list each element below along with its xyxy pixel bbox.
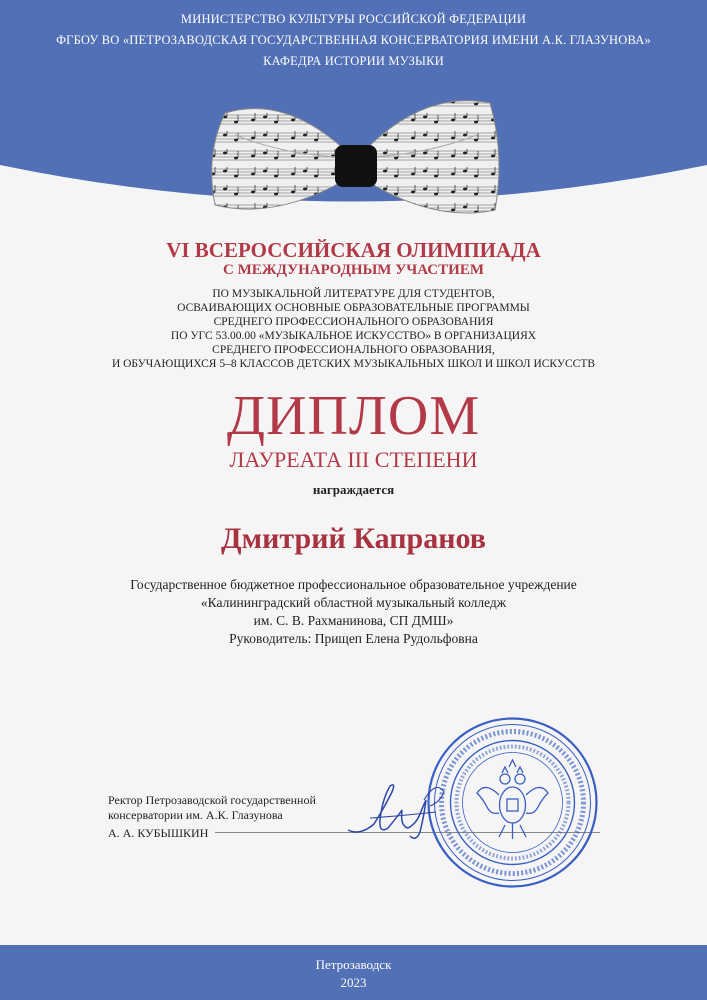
description-line: СРЕДНЕГО ПРОФЕССИОНАЛЬНОГО ОБРАЗОВАНИЯ — [213, 316, 494, 328]
footer-year: 2023 — [340, 975, 367, 990]
awarded-label: награждается — [312, 482, 395, 497]
institution-line: Государственное бюджетное профессиональное образовательное учреждение — [130, 577, 577, 592]
signatory-position: Ректор Петрозаводской государственной — [108, 793, 316, 807]
conservatory-line: ФГБОУ ВО «ПЕТРОЗАВОДСКАЯ ГОСУДАРСТВЕННАЯ КОНСЕРВАТОРИЯ ИМЕНИ А.К. ГЛАЗУНОВА» — [56, 33, 651, 47]
signatory-name: А. А. КУБЫШКИН — [108, 826, 209, 840]
institution-line: им. С. В. Рахманинова, СП ДМШ» — [253, 613, 454, 628]
description-line: И ОБУЧАЮЩИХСЯ 5–8 КЛАССОВ ДЕТСКИХ МУЗЫКАЛЬНЫХ ШКОЛ И ШКОЛ ИСКУССТВ — [111, 358, 596, 370]
description-line: СРЕДНЕГО ПРОФЕССИОНАЛЬНОГО ОБРАЗОВАНИЯ, — [212, 344, 495, 356]
rector-signature — [340, 770, 450, 845]
signatory-position: консерватории им. А.К. Глазунова — [108, 808, 283, 822]
degree-heading: ЛАУРЕАТА III СТЕПЕНИ — [229, 447, 478, 472]
department-line: КАФЕДРА ИСТОРИИ МУЗЫКИ — [263, 54, 444, 68]
institution-line: «Калининградский областной музыкальный колледж — [200, 595, 507, 610]
supervisor-line: Руководитель: Прищеп Елена Рудольфовна — [229, 631, 478, 646]
description-line: ПО МУЗЫКАЛЬНОЙ ЛИТЕРАТУРЕ ДЛЯ СТУДЕНТОВ, — [212, 288, 495, 300]
bowtie-illustration — [205, 95, 505, 230]
description-line: ПО УГС 53.00.00 «МУЗЫКАЛЬНОЕ ИСКУССТВО» В ОРГАНИЗАЦИЯХ — [170, 330, 537, 342]
eagle-emblem-icon — [477, 760, 548, 839]
olympiad-title: VI ВСЕРОССИЙСКАЯ ОЛИМПИАДА — [166, 238, 541, 262]
official-seal — [425, 715, 600, 890]
diploma-heading: ДИПЛОМ — [226, 385, 481, 447]
recipient-name: Дмитрий Капранов — [221, 522, 486, 555]
olympiad-subtitle: С МЕЖДУНАРОДНЫМ УЧАСТИЕМ — [223, 262, 484, 278]
ministry-line: МИНИСТЕРСТВО КУЛЬТУРЫ РОССИЙСКОЙ ФЕДЕРАЦИИ — [180, 12, 527, 26]
description-line: ОСВАИВАЮЩИХ ОСНОВНЫЕ ОБРАЗОВАТЕЛЬНЫЕ ПРОГРАММЫ — [177, 302, 530, 314]
footer-city: Петрозаводск — [315, 957, 392, 972]
